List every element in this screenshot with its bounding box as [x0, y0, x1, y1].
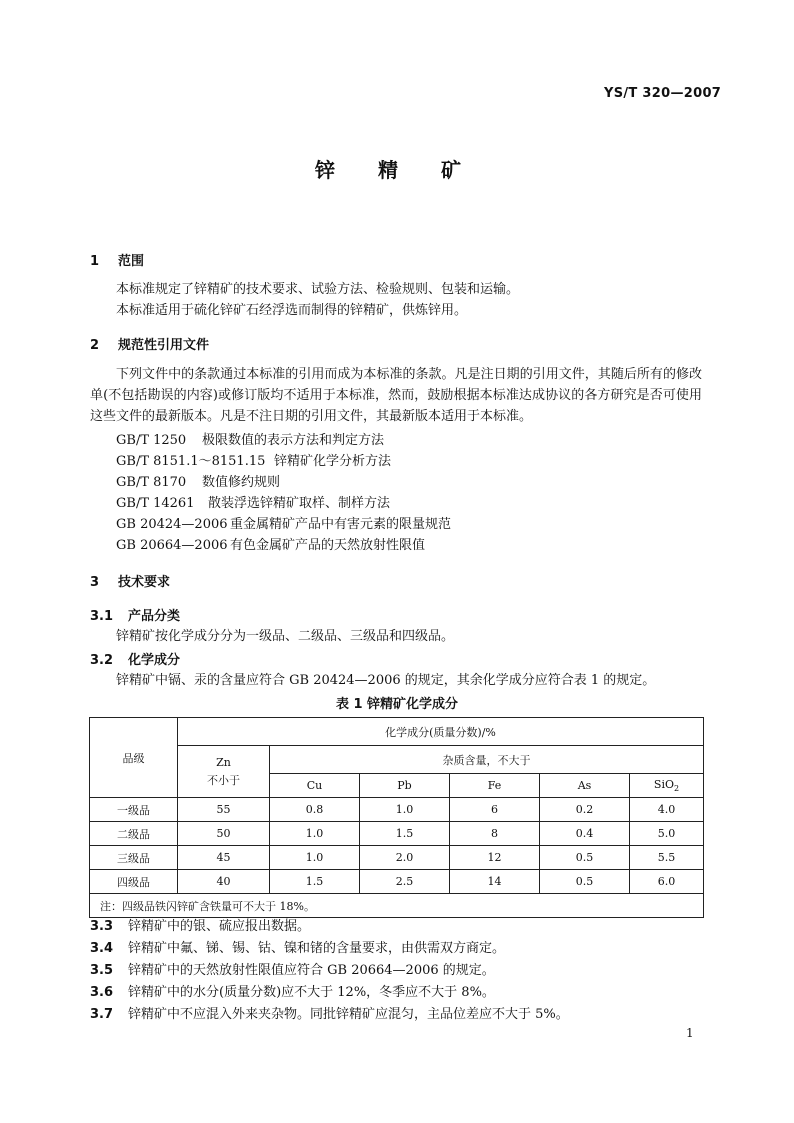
as-cell: 0.5 [540, 870, 630, 894]
sio2-cell: 4.0 [630, 798, 704, 822]
clause-number: 3.5 [90, 963, 114, 978]
cu-cell: 0.8 [270, 798, 360, 822]
clause-number: 3.4 [90, 941, 114, 956]
section-2-heading [90, 334, 209, 353]
fe-cell: 14 [450, 870, 540, 894]
reference-title: 有色金属矿产品的天然放射性限值 [230, 538, 426, 553]
grade-cell: 三级品 [90, 846, 178, 870]
impurity-header: 杂质含量，不大于 [270, 746, 704, 774]
clause-3-6 [90, 981, 495, 1000]
standard-code: YS/T 320—2007 [604, 86, 722, 101]
grade-cell: 一级品 [90, 798, 178, 822]
section-1-number: 1 [90, 254, 100, 269]
section-1-heading [90, 250, 144, 269]
table-row [90, 870, 704, 894]
pb-cell: 1.5 [360, 822, 450, 846]
section-2-title: 规范性引用文件 [118, 338, 210, 353]
pb-cell: 2.5 [360, 870, 450, 894]
grade-header: 品级 [90, 718, 178, 798]
section-3-1-title: 产品分类 [128, 609, 181, 624]
section-3-number: 3 [90, 575, 100, 590]
zn-header [178, 746, 270, 798]
table-row [90, 822, 704, 846]
clause-text: 锌精矿中的银、硫应报出数据。 [128, 919, 311, 934]
section-3-1-number: 3.1 [90, 609, 114, 624]
pb-header: Pb [360, 774, 450, 798]
cu-cell: 1.0 [270, 846, 360, 870]
section-3-1-heading [90, 605, 180, 624]
section-3-heading [90, 571, 170, 590]
reference-code: GB/T 8151.1～8151.15 [116, 454, 266, 469]
sio2-cell: 6.0 [630, 870, 704, 894]
grade-cell: 四级品 [90, 870, 178, 894]
page-number: 1 [686, 1026, 694, 1040]
section-3-1-text: 锌精矿按化学成分分为一级品、二级品、三级品和四级品。 [116, 629, 455, 644]
table-note: 注：四级品铁闪锌矿含铁量可不大于 18%。 [90, 894, 704, 918]
zn-sub-label: 不小于 [207, 773, 240, 787]
clause-3-7 [90, 1003, 569, 1022]
reference-item [116, 451, 391, 472]
cu-header: Cu [270, 774, 360, 798]
section-3-2-number: 3.2 [90, 653, 114, 668]
clause-text: 锌精矿中不应混入外来夹杂物。同批锌精矿应混匀，主品位差应不大于 5%。 [128, 1007, 569, 1022]
sio2-header [630, 774, 704, 798]
reference-title: 数值修约规则 [202, 475, 281, 490]
reference-code: GB/T 1250 [116, 433, 187, 448]
as-cell: 0.5 [540, 846, 630, 870]
sio2-label: SiO [653, 777, 674, 791]
section-2-number: 2 [90, 338, 100, 353]
zn-cell: 40 [178, 870, 270, 894]
fe-cell: 12 [450, 846, 540, 870]
table-1-caption: 表 1 锌精矿化学成分 [335, 697, 459, 712]
reference-item [116, 535, 425, 556]
as-cell: 0.2 [540, 798, 630, 822]
zn-cell: 50 [178, 822, 270, 846]
table-row [90, 846, 704, 870]
section-1-title: 范围 [118, 254, 145, 269]
cu-cell: 1.5 [270, 870, 360, 894]
reference-code: GB/T 14261 [116, 496, 195, 511]
as-cell: 0.4 [540, 822, 630, 846]
reference-title: 锌精矿化学分析方法 [274, 454, 392, 469]
clause-3-5 [90, 959, 495, 978]
section-1-para-2: 本标准适用于硫化锌矿石经浮选而制得的锌精矿，供炼锌用。 [116, 303, 468, 318]
clause-number: 3.3 [90, 919, 114, 934]
document-title: 锌 精 矿 [315, 158, 479, 182]
zn-cell: 45 [178, 846, 270, 870]
sio2-cell: 5.0 [630, 822, 704, 846]
reference-item [116, 430, 384, 451]
clause-text: 锌精矿中氟、锑、锡、钴、镍和锗的含量要求，由供需双方商定。 [128, 941, 506, 956]
section-2-intro: 下列文件中的条款通过本标准的引用而成为本标准的条款。凡是注日期的引用文件，其随后所有的修改单(不包括勘误的内容)或修订版均不适用于本标准，然而，鼓励根据本标准达成协议的各方研究是否可使用这些文件的最新版本。凡是不注日期的引用文件，其最新版本适用于本标准。 [90, 367, 702, 424]
clause-text: 锌精矿中的天然放射性限值应符合 GB 20664—2006 的规定。 [128, 963, 495, 978]
reference-code: GB 20424—2006 [116, 517, 228, 532]
reference-item [116, 514, 451, 535]
as-header: As [540, 774, 630, 798]
reference-title: 重金属精矿产品中有害元素的限量规范 [230, 517, 452, 532]
fe-header: Fe [450, 774, 540, 798]
reference-code: GB 20664—2006 [116, 538, 228, 553]
clause-3-3 [90, 915, 310, 934]
sio2-cell: 5.5 [630, 846, 704, 870]
section-3-title: 技术要求 [118, 575, 171, 590]
reference-code: GB/T 8170 [116, 475, 187, 490]
pb-cell: 1.0 [360, 798, 450, 822]
clause-number: 3.7 [90, 1007, 114, 1022]
zn-label: Zn [216, 755, 231, 769]
sio2-subscript: 2 [673, 784, 680, 794]
fe-cell: 6 [450, 798, 540, 822]
clause-text: 锌精矿中的水分(质量分数)应不大于 12%，冬季应不大于 8%。 [128, 985, 495, 1000]
reference-item [116, 493, 390, 514]
table-row [90, 798, 704, 822]
section-3-2-heading [90, 649, 180, 668]
zn-cell: 55 [178, 798, 270, 822]
fe-cell: 8 [450, 822, 540, 846]
chemical-composition-table [89, 717, 704, 918]
section-3-2-text: 锌精矿中镉、汞的含量应符合 GB 20424—2006 的规定，其余化学成分应符合表 1 的规定。 [116, 673, 656, 688]
section-3-2-title: 化学成分 [128, 653, 181, 668]
pb-cell: 2.0 [360, 846, 450, 870]
grade-cell: 二级品 [90, 822, 178, 846]
clause-3-4 [90, 937, 505, 956]
reference-title: 极限数值的表示方法和判定方法 [202, 433, 385, 448]
reference-item [116, 472, 280, 493]
composition-header: 化学成分(质量分数)/% [178, 718, 704, 746]
reference-title: 散装浮选锌精矿取样、制样方法 [208, 496, 391, 511]
section-1-para-1: 本标准规定了锌精矿的技术要求、试验方法、检验规则、包装和运输。 [116, 282, 520, 297]
clause-number: 3.6 [90, 985, 114, 1000]
cu-cell: 1.0 [270, 822, 360, 846]
